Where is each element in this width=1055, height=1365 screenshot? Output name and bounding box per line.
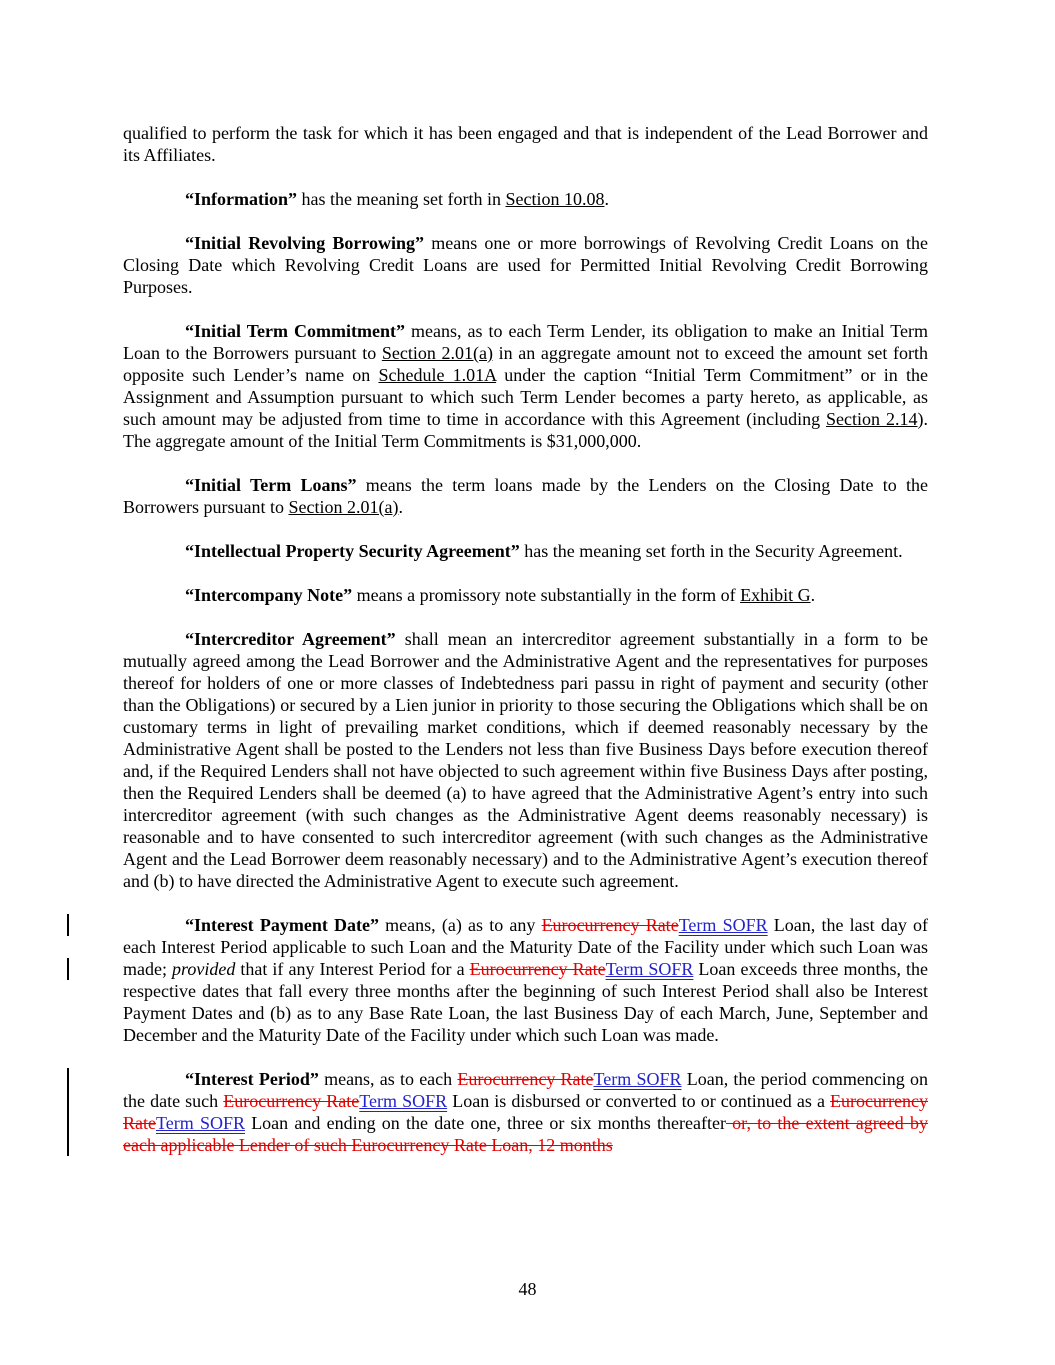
paragraph	[123, 188, 928, 210]
paragraph	[123, 584, 928, 606]
text-run: Loan and ending on the date one, three or six months thereafter	[244, 1113, 726, 1133]
paragraph	[123, 320, 928, 452]
cross-reference: Section 2.01(a)	[288, 497, 399, 517]
inserted-text: Term SOFR	[156, 1113, 245, 1133]
cross-reference: Section 10.08	[505, 189, 605, 209]
text-run: provided	[172, 959, 236, 979]
change-bar	[67, 1068, 69, 1156]
defined-term: “Intellectual Property Security Agreement”	[185, 541, 520, 561]
text-run: that if any Interest Period for a	[235, 959, 470, 979]
text-run: means a promissory note substantially in the form of	[352, 585, 741, 605]
defined-term: “Interest Period”	[185, 1069, 319, 1089]
paragraph	[123, 914, 928, 1046]
paragraph	[123, 540, 928, 562]
inserted-text: Term SOFR	[678, 915, 768, 935]
text-run: .	[604, 189, 609, 209]
deleted-text: Eurocurrency Rate	[469, 959, 606, 979]
defined-term: “Intercompany Note”	[185, 585, 353, 605]
page-number: 48	[518, 1279, 537, 1299]
change-bar	[67, 914, 69, 936]
deleted-text: Eurocurrency Rate	[457, 1069, 594, 1089]
defined-term: “Initial Term Loans”	[185, 475, 357, 495]
deleted-text: Eurocurrency Rate	[541, 915, 679, 935]
paragraph	[123, 1068, 928, 1156]
text-run: means one or more borrowings of Revolving Credit Loans on the Closing Date which Revolving Credit Loans are used for Permitted Initial Revolving Credit Borrowing Purposes.	[123, 233, 928, 297]
paragraph	[123, 474, 928, 518]
cross-reference: Schedule 1.01A	[378, 365, 497, 385]
text-run: Loan, the period commencing on the date such	[123, 1069, 929, 1111]
defined-term: “Intercreditor Agreement”	[185, 629, 396, 649]
paragraph	[123, 122, 928, 166]
text-run: Loan is disbursed or converted to or continued as a	[447, 1091, 831, 1111]
text-run: means, as to each Term Lender, its obligation to make an Initial Term Loan to the Borrowers pursuant to	[123, 321, 929, 363]
paragraph	[123, 628, 928, 892]
inserted-text: Term SOFR	[605, 959, 694, 979]
text-run: shall mean an intercreditor agreement substantially in a form to be mutually agreed among the Lead Borrower and the Administrative Agent and the representatives for purposes thereof for holders of one or more classes of Indebtedness pari passu in right of payment and security (other than the Obligations) or secured by a Lien junior in priority to those securing the Obligations which shall be on customary terms in light of prevailing market conditions, which if deemed reasonably necessary by the Administrative Agent shall be posted to the Lenders not less than five Business Days before execution thereof and, if the Required Lenders shall not have objected to such agreement within five Business Days after posting, then the Required Lenders shall be deemed (a) to have agreed that the Administrative Agent’s entry into such intercreditor agreement (with such changes as the Administrative Agent deems reasonably necessary) is reasonable and to have consented to such intercreditor agreement (with such changes as the Administrative Agent and the Lead Borrower deem reasonably necessary) and to the Administrative Agent’s execution thereof and (b) to have directed the Administrative Agent to execute such agreement.	[123, 629, 928, 891]
cross-reference: Section 2.14	[826, 409, 918, 429]
cross-reference: Section 2.01(a)	[381, 343, 493, 363]
text-run: Loan, the last day of each Interest Period applicable to such Loan and the Maturity Date of the Facility under which such Loan was made;	[123, 915, 929, 979]
text-run: in an aggregate amount not to exceed the amount set forth opposite such Lender’s name on	[123, 343, 929, 385]
deleted-text: Eurocurrency Rate	[223, 1091, 360, 1111]
text-run: Loan exceeds three months, the respective dates that fall every three months after the beginning of such Interest Period shall also be Interest Payment Dates and (b) as to any Base Rate Loan, the last Business Day of each March, June, September and December and the Maturity Date of the Facility under which such Loan was made.	[123, 959, 929, 1045]
text-run: qualified to perform the task for which it has been engaged and that is independent of the Lead Borrower and its Affiliates.	[123, 123, 928, 165]
text-run: means, (a) as to any	[379, 915, 542, 935]
text-run: under the caption “Initial Term Commitment” or in the Assignment and Assumption pursuant to which such Term Lender becomes a party hereto, as applicable, as such amount may be adjusted from time to time in accordance with this Agreement (including	[123, 365, 928, 429]
cross-reference: Exhibit G	[740, 585, 811, 605]
inserted-text: Term SOFR	[593, 1069, 682, 1089]
change-bar	[67, 958, 69, 980]
defined-term: “Initial Revolving Borrowing”	[185, 233, 425, 253]
inserted-text: Term SOFR	[359, 1091, 448, 1111]
text-run: has the meaning set forth in	[297, 189, 506, 209]
defined-term: “Information”	[185, 189, 297, 209]
paragraph	[123, 232, 928, 298]
deleted-text: or, to the extent agreed by each applicable Lender of such Eurocurrency Rate Loan, 12 months	[123, 1113, 928, 1155]
text-run: means the term loans made by the Lenders on the Closing Date to the Borrowers pursuant to	[123, 475, 928, 517]
text-run: has the meaning set forth in the Security Agreement.	[519, 541, 903, 561]
text-run: .	[398, 497, 403, 517]
text-run: ). The aggregate amount of the Initial Term Commitments is $31,000,000.	[123, 409, 928, 451]
defined-term: “Interest Payment Date”	[185, 915, 379, 935]
page-footer	[0, 1278, 1055, 1300]
document-body	[123, 122, 928, 1178]
defined-term: “Initial Term Commitment”	[185, 321, 405, 341]
text-run: .	[810, 585, 816, 605]
deleted-text: Eurocurrency Rate	[123, 1091, 928, 1133]
text-run: means, as to each	[318, 1069, 458, 1089]
